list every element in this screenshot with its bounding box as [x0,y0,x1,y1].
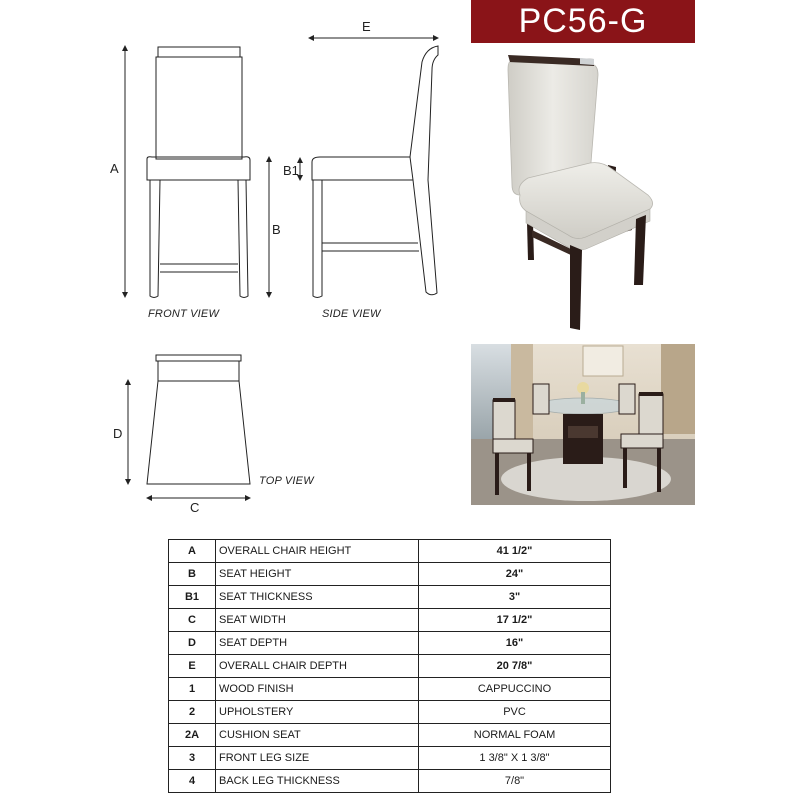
spec-key: 2A [169,724,216,747]
table-row [169,701,611,724]
dimension-a-label: A [110,161,119,176]
spec-value: NORMAL FOAM [419,724,611,747]
technical-drawings [0,0,470,530]
spec-label: SEAT THICKNESS [216,586,419,609]
table-row [169,770,611,793]
spec-label: SEAT WIDTH [216,609,419,632]
model-badge [471,0,695,43]
spec-key: 4 [169,770,216,793]
spec-key: C [169,609,216,632]
spec-value: 17 1/2" [419,609,611,632]
spec-key: 1 [169,678,216,701]
spec-key: D [169,632,216,655]
spec-label: BACK LEG THICKNESS [216,770,419,793]
table-row [169,747,611,770]
model-number: PC56-G [518,2,648,40]
spec-value: 41 1/2" [419,540,611,563]
table-row [169,586,611,609]
spec-label: OVERALL CHAIR DEPTH [216,655,419,678]
spec-key: 3 [169,747,216,770]
dimension-arrows [125,38,438,498]
dimension-b1-label: B1 [283,163,299,178]
drawing-lines [0,0,470,530]
spec-label: SEAT HEIGHT [216,563,419,586]
table-row [169,632,611,655]
spec-value: PVC [419,701,611,724]
spec-label: OVERALL CHAIR HEIGHT [216,540,419,563]
top-view-drawing [147,355,250,484]
spec-label: FRONT LEG SIZE [216,747,419,770]
spec-label: UPHOLSTERY [216,701,419,724]
dimension-b-label: B [272,222,281,237]
spec-key: B [169,563,216,586]
table-row [169,563,611,586]
spec-key: A [169,540,216,563]
table-row [169,540,611,563]
spec-value: 16" [419,632,611,655]
spec-value: 7/8" [419,770,611,793]
spec-key: E [169,655,216,678]
dimension-e-label: E [362,19,371,34]
table-row [169,724,611,747]
front-view-drawing [147,47,250,298]
spec-value: CAPPUCCINO [419,678,611,701]
chair-product-photo [490,45,680,335]
front-view-label: FRONT VIEW [148,308,220,320]
spec-value: 24" [419,563,611,586]
spec-label: CUSHION SEAT [216,724,419,747]
spec-label: SEAT DEPTH [216,632,419,655]
side-view-drawing [312,46,438,298]
spec-value: 1 3/8" X 1 3/8" [419,747,611,770]
spec-key: 2 [169,701,216,724]
table-row [169,678,611,701]
top-view-label: TOP VIEW [259,475,314,487]
dimension-d-label: D [113,426,123,441]
table-row [169,655,611,678]
dining-set-photo [471,344,695,505]
spec-label: WOOD FINISH [216,678,419,701]
spec-key: B1 [169,586,216,609]
dimension-c-label: C [190,500,200,515]
spec-table [168,539,611,793]
spec-value: 20 7/8" [419,655,611,678]
side-view-label: SIDE VIEW [322,308,381,320]
table-row [169,609,611,632]
spec-value: 3" [419,586,611,609]
